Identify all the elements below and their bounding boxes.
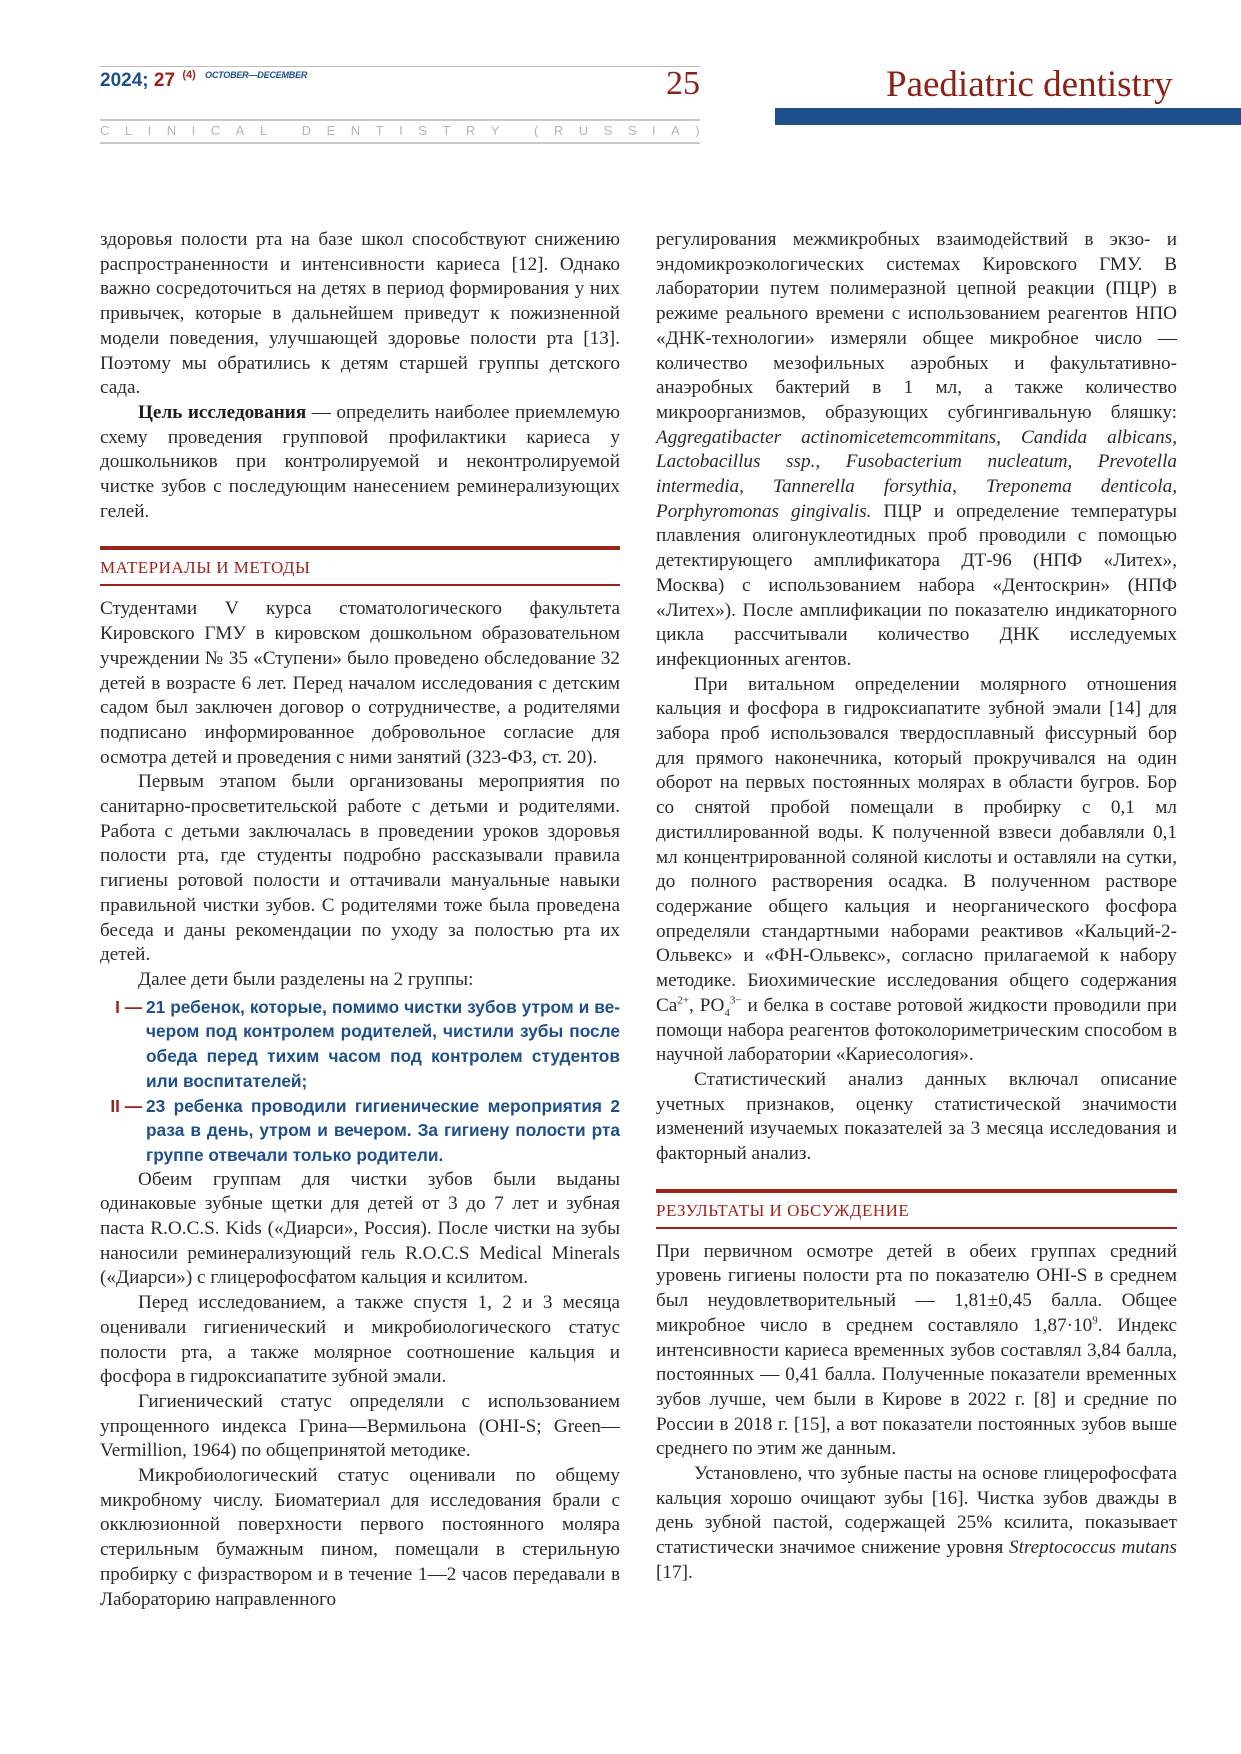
journal-letter: I bbox=[147, 123, 152, 138]
journal-letter: R bbox=[465, 123, 476, 138]
journal-letter: S bbox=[418, 123, 427, 138]
group-marker: I — bbox=[115, 996, 142, 1017]
journal-letter: E bbox=[326, 123, 336, 138]
issue-number: (4) bbox=[182, 69, 196, 81]
page-number: 25 bbox=[666, 65, 700, 102]
species-name: Streptococcus mutans bbox=[1008, 1537, 1177, 1559]
issue-info bbox=[100, 70, 307, 94]
right-column bbox=[656, 228, 1177, 1586]
journal-letter: L bbox=[259, 123, 268, 138]
groups-list bbox=[100, 995, 620, 1168]
header-middle-rule bbox=[100, 119, 700, 121]
header-bottom-rule bbox=[100, 142, 700, 144]
group-item: I — 21 ребенок, которые, помимо чистки зубов утром и вечером под контролем родителей, чистили зубы после обеда перед тихим часом под контролем студентов или воспитателей; bbox=[100, 995, 620, 1094]
journal-letter: C bbox=[100, 123, 110, 138]
paragraph: Микробиологический статус оценивали по общему микробному числу. Биоматериал для исследования брали с окклюзионной поверхности первого постоянного моляра стерильным бумажным пином, помещали в стерильную пробирку с физраствором и в течение 1—2 часов передавали в Лабораторию направленного bbox=[100, 1465, 620, 1610]
paragraph: При витальном определении молярного отношения кальция и фосфора в гидроксиапатите зубной эмали [14] для забора проб использовался твердосплавный фиссурный бор для прямого наконечника, который прокручивался на один оборот на первых постоянных молярах в области бугров. Бор со снятой пробой помещали в пробирку с 0,1 мл дистиллированной воды. К полученной взвеси добавляли 0,1 мл концентрированной соляной кислоты и оставляли на сутки, до полного растворения осадка. В полученном растворе содержание общего кальция и неорганического фосфора определяли стандартными наборами реактивов «Кальций-2-Ольвекс» и «ФН-Ольвекс», согласно прилагаемой к набору методике. Биохимические исследования общего содержания $Ca^{2+}$, $PO_4^{3-}$ и белка в составе ротовой жидкости проводили при помощи набора реагентов фотоколориметрическим способом в научной лаборатории «Кариесология». bbox=[656, 673, 1177, 1066]
journal-letter: Y bbox=[490, 123, 500, 138]
header-top-rule bbox=[100, 66, 700, 67]
journal-letter: A bbox=[671, 123, 680, 138]
paragraph: Далее дети были разделены на 2 группы: bbox=[138, 968, 474, 990]
issue-volume: 27 bbox=[153, 70, 176, 91]
section-title: Paediatric dentistry bbox=[886, 64, 1173, 105]
paragraph: Гигиенический статус определяли с использованием упрощенного индекса Грина—Вермильона (OHI-S; Green—Vermillion, 1964) по общепринятой методике. bbox=[100, 1390, 620, 1462]
journal-letter: T bbox=[375, 123, 384, 138]
paragraph: Статистический анализ данных включал описание учетных признаков, оценку статистической значимости изменений изучаемых показателей за 3 месяца исследования и факторный анализ. bbox=[656, 1068, 1177, 1165]
journal-letter: N bbox=[350, 123, 361, 138]
journal-letter: I bbox=[399, 123, 403, 138]
journal-letter: S bbox=[627, 123, 637, 138]
journal-letter: R bbox=[553, 123, 564, 138]
left-column bbox=[100, 228, 620, 1612]
paragraph: Установлено, что зубные пасты на основе глицерофосфата кальция хорошо очищают зубы [16]. Чистка зубов дважды в день зубной пастой, содержащей 25% ксилита, показывает статистически значимое снижение уровня Streptococcus mutans [17]. bbox=[656, 1463, 1177, 1583]
journal-letter: N bbox=[166, 123, 177, 138]
section-heading-results: РЕЗУЛЬТАТЫ И ОБСУЖДЕНИЕ bbox=[656, 1189, 1177, 1229]
group-item: II — 23 ребенка проводили гигиенические мероприятия 2 раза в день, утром и вечером. За гигиену полости рта группе отвечали только родители. bbox=[100, 1094, 620, 1168]
journal-letter: A bbox=[235, 123, 245, 138]
journal-letter bbox=[283, 123, 287, 139]
journal-letter: C bbox=[210, 123, 221, 138]
paragraph: Обеим группам для чистки зубов были выданы одинаковые зубные щетки для детей от 3 до 7 лет и зубная паста R.O.C.S. Kids («Диарси», Россия). После чистки на зубы наносили реминерализующий гель R.O.C.S Medical Minerals («Диарси») с глицерофосфатом кальция и ксилитом. bbox=[100, 1168, 620, 1289]
journal-name bbox=[100, 123, 700, 139]
section-color-bar bbox=[775, 108, 1241, 125]
journal-letter: I bbox=[652, 123, 656, 138]
section-heading-materials: МАТЕРИАЛЫ И МЕТОДЫ bbox=[100, 546, 620, 586]
species-list: Aggregatibacter actinomicetemcommitans, Candida albicans, Lactobacillus ssp., Fusobacterium nucleatum, Prevotella intermedia, Tannerella forsythia, Treponema denticola, Porphyromonas gingivalis. bbox=[656, 426, 1177, 522]
journal-letter: T bbox=[442, 123, 451, 138]
journal-letter: D bbox=[301, 123, 312, 138]
journal-letter: U bbox=[578, 123, 589, 138]
journal-letter bbox=[515, 123, 519, 139]
journal-letter: L bbox=[124, 123, 133, 138]
journal-letter: S bbox=[603, 123, 613, 138]
paragraph: Первым этапом были организованы мероприятия по санитарно-просветительской работе с детьми и родителями. Работа с детьми заключалась в проведении уроков здоровья полости рта, где студенты подробно рассказывали правила гигиены ротовой полости и оттачивали мануальные навыки правильной чистки зубов. С родителями тоже была проведена беседа и даны рекомендации по уходу за полостью рта их детей. bbox=[100, 771, 620, 966]
paragraph: Перед исследованием, а также спустя 1, 2 и 3 месяца оценивали гигиенический и микробиологического статус полости рта, а также молярное соотношение кальция и фосфора в гидроксиапатите зубной эмали. bbox=[100, 1292, 620, 1388]
issue-year: 2024; bbox=[100, 70, 149, 91]
paragraph: Студентами V курса стоматологического факультета Кировского ГМУ в кировском дошкольном образовательном учреждении № 35 «Ступени» было проведено обследование 32 детей в возрасте 6 лет. Перед началом исследования с детским садом был заключен договор о сотрудничестве, а родителями подписано информированное добровольное согласие для осмотра детей и проведения с ними занятий (323-ФЗ, ст. 20). bbox=[100, 598, 620, 768]
journal-letter: I bbox=[191, 123, 196, 138]
study-aim-paragraph: Цель исследования — определить наиболее приемлемую схему проведения групповой профилактики кариеса у дошкольников при контролируемой и неконтролируемой чистке зубов с последующим нанесением реминерализующих гелей. bbox=[100, 401, 620, 522]
group-marker: II — bbox=[110, 1095, 142, 1116]
study-aim-label: Цель исследования bbox=[138, 401, 307, 423]
paragraph: регулирования межмикробных взаимодействий в экзо- и эндомикроэкологических системах Кировского ГМУ. В лаборатории путем полимеразной цепной реакции (ПЦР) в режиме реального времени с использованием реагентов НПО «ДНК-технологии» измеряли общее микробное число — количество мезофильных аэробных и факультативно-анаэробных бактерий в 1 мл, а также количество микроорганизмов, образующих субгингивальную бляшку: Aggregatibacter actinomicetemcommitans, Candida albicans, Lactobacillus ssp., Fusobacterium nucleatum, Prevotella intermedia, Tannerella forsythia, Treponema denticola, Porphyromonas gingivalis. ПЦР и определение температуры плавления олигонуклеотидных проб проводили с помощью детектирующего амплификатора ДТ-96 (НПФ «Литех», Москва) с использованием набора «Дентоскрин» (НПФ «Литех»). После амплификации по показателю индикаторного цикла рассчитывали количество ДНК исследуемых инфекционных агентов. bbox=[656, 229, 1178, 670]
paragraph: При первичном осмотре детей в обеих группах средний уровень гигиены полости рта по показателю OHI-S в среднем был неудовлетворительный — 1,81±0,45 балла. Общее микробное число в среднем составляло $1,87\cdot 10^9$. Индекс интенсивности кариеса временных зубов составлял 3,84 балла, постоянных — 0,41 балла. Полученные показатели временных зубов лучше, чем были в Кирове в 2022 г. [8] и средние по России в 2018 г. [15], а вот показатели постоянных зубов выше среднего по этим же данным. bbox=[656, 1240, 1178, 1460]
journal-letter: ) bbox=[695, 123, 700, 138]
paragraph: здоровья полости рта на базе школ способствуют снижению распространенности и интенсивности кариеса [12]. Однако важно сосредоточиться на детях в период формирования у них привычек, которые в дальнейшем приведут к пожизненной модели поведения, улучшающей здоровье полости рта [13]. Поэтому мы обратились к детям старшей группы детского сада. bbox=[100, 229, 620, 399]
journal-letter: ( bbox=[534, 123, 539, 138]
issue-months: OCTOBER—DECEMBER bbox=[205, 70, 308, 80]
